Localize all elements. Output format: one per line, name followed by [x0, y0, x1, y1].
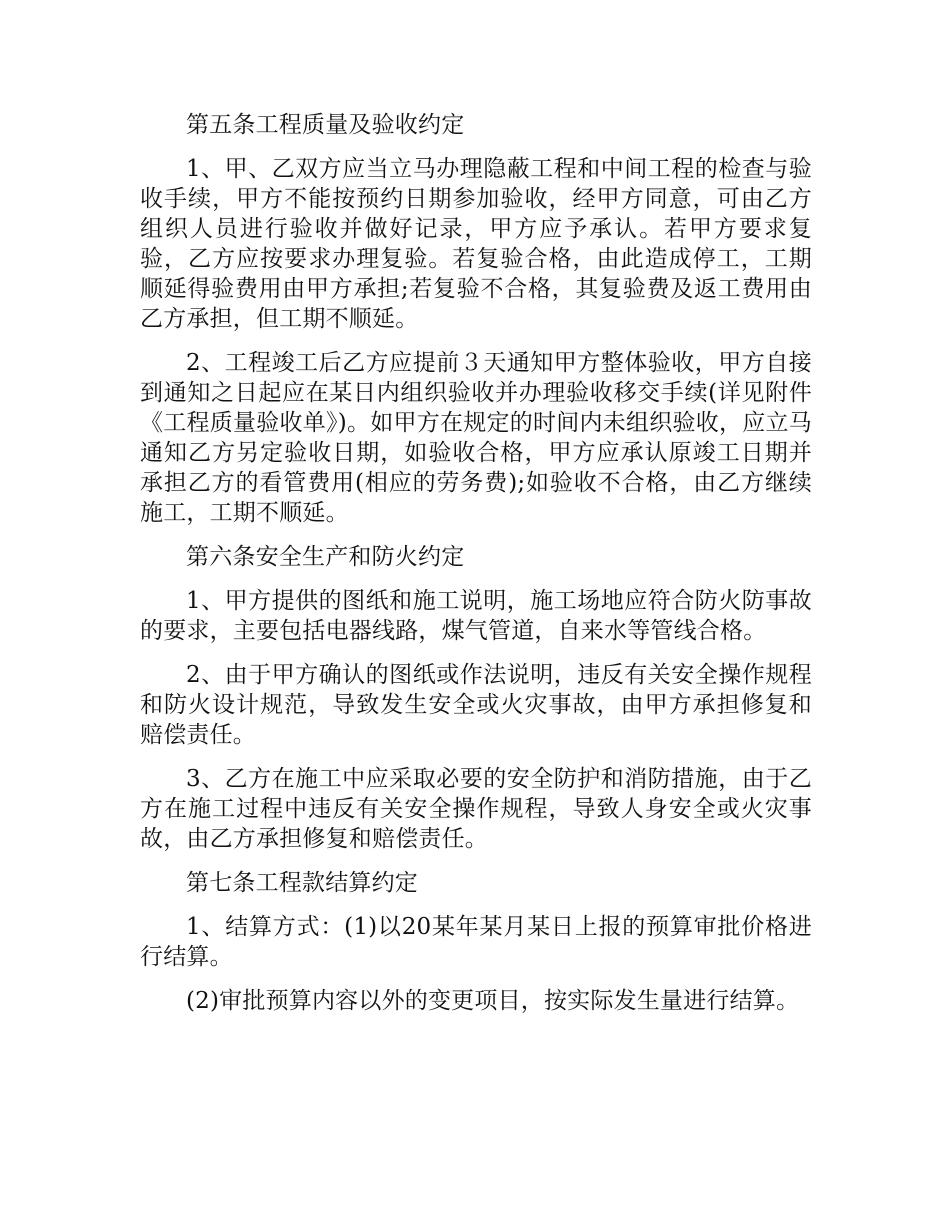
- paragraph-7-2: (2)审批预算内容以外的变更项目，按实际发生量进行结算。: [186, 988, 800, 1014]
- section-heading-article-5: 第五条工程质量及验收约定: [186, 112, 465, 138]
- section-heading-article-7: 第七条工程款结算约定: [186, 870, 418, 896]
- paragraph-5-2: 2、工程竣工后乙方应提前３天通知甲方整体验收，甲方自接到通知之日起应在某日内组织验收并办理验收移交手续(详见附件《工程质量验收单》)。如甲方在规定的时间内未组织验收，应立马通知乙方另定验收日期，如验收合格，甲方应承认原竣工日期并承担乙方的看管费用(相应的劳务费);如验收不合格，由乙方继续施工，工期不顺延。: [140, 350, 812, 526]
- paragraph-7-1: 1、结算方式：(1)以20某年某月某日上报的预算审批价格进行结算。: [140, 914, 812, 970]
- paragraph-5-1: 1、甲、乙双方应当立马办理隐蔽工程和中间工程的检查与验收手续，甲方不能按预约日期参加验收，经甲方同意，可由乙方组织人员进行验收并做好记录，甲方应予承认。若甲方要求复验，乙方应按要求办理复验。若复验合格，由此造成停工，工期顺延得验费用由甲方承担;若复验不合格，其复验费及返工费用由乙方承担，但工期不顺延。: [140, 156, 812, 332]
- paragraph-6-1: 1、甲方提供的图纸和施工说明，施工场地应符合防火防事故的要求，主要包括电器线路，煤气管道，自来水等管线合格。: [140, 588, 812, 644]
- paragraph-6-3: 3、乙方在施工中应采取必要的安全防护和消防措施，由于乙方在施工过程中违反有关安全操作规程，导致人身安全或火灾事故，由乙方承担修复和赔偿责任。: [140, 766, 812, 852]
- paragraph-6-2: 2、由于甲方确认的图纸或作法说明，违反有关安全操作规程和防火设计规范，导致发生安全或火灾事故，由甲方承担修复和赔偿责任。: [140, 662, 812, 748]
- section-heading-article-6: 第六条安全生产和防火约定: [186, 544, 465, 570]
